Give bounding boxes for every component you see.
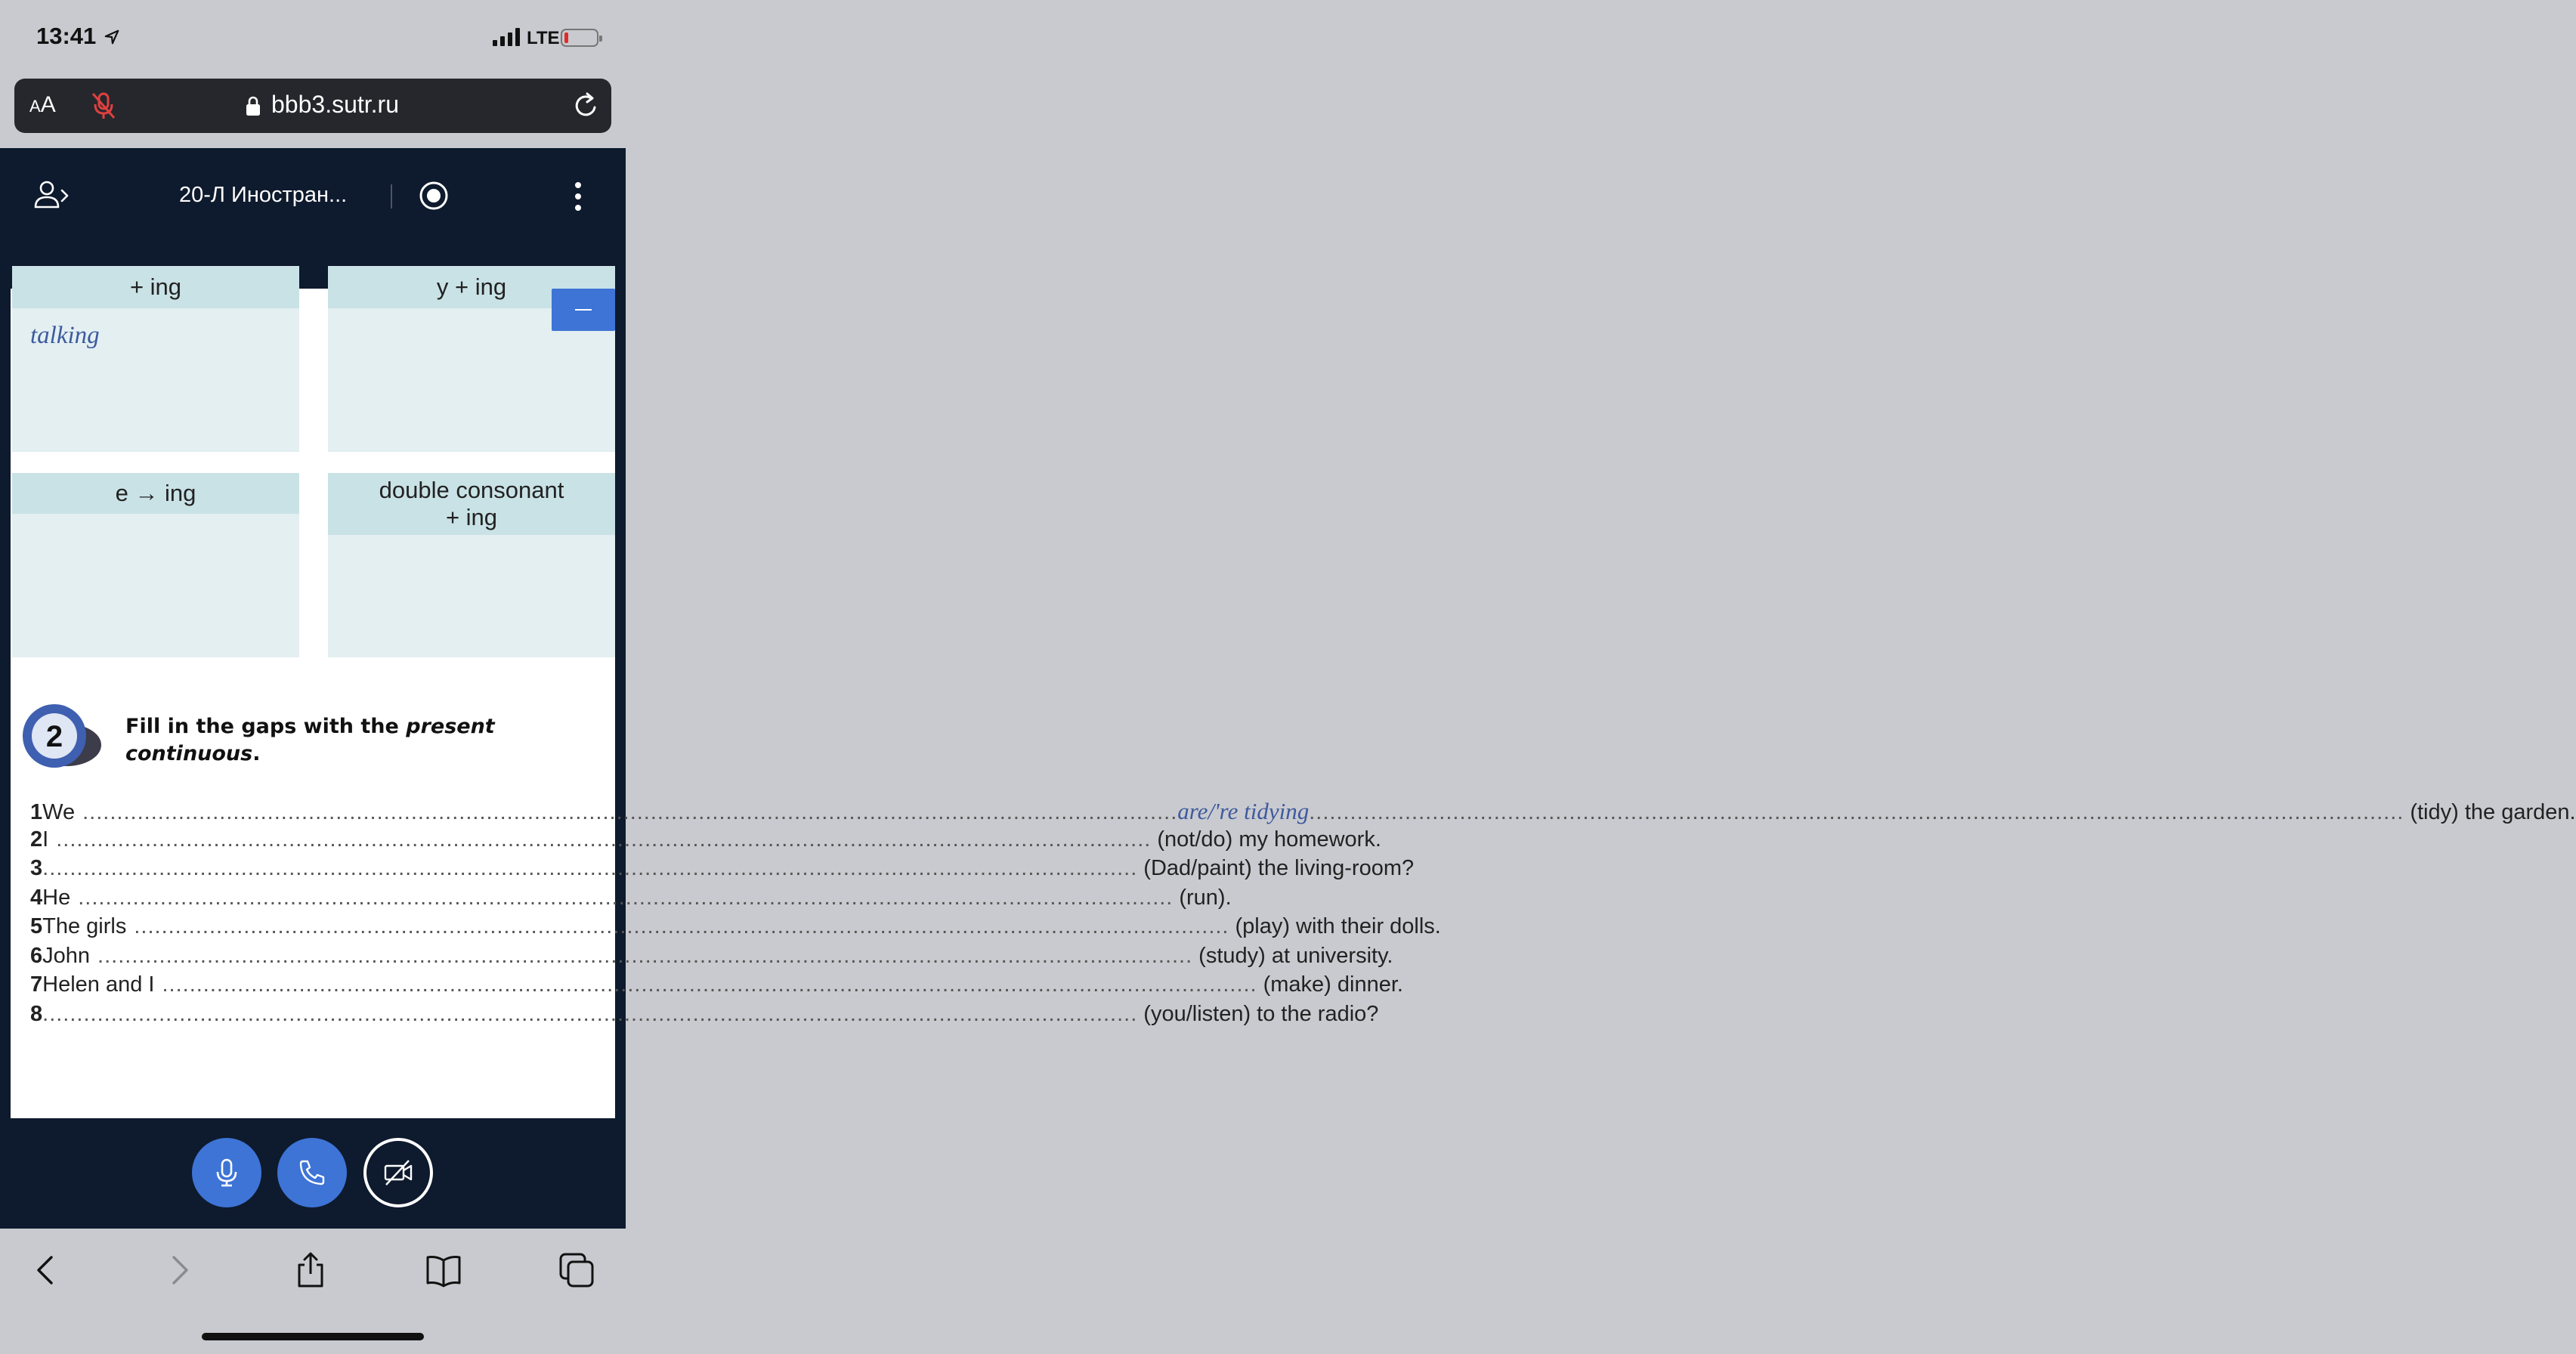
back-icon[interactable] <box>27 1251 65 1289</box>
forward-icon[interactable] <box>160 1251 198 1289</box>
list-item: 5 The girls ..... (play) with their dolls. <box>30 914 612 944</box>
reload-icon[interactable] <box>572 91 601 121</box>
list-item: 1 We ..... are/'re tidying ..... (tidy) the garden. <box>30 798 612 827</box>
svg-text:2: 2 <box>45 720 63 753</box>
phone-icon <box>297 1158 327 1188</box>
battery-level <box>564 32 568 43</box>
meeting-title: 20-Л Иностран... <box>179 183 348 207</box>
lock-icon <box>246 95 261 116</box>
battery-nub <box>599 36 602 42</box>
microphone-button[interactable] <box>192 1138 261 1207</box>
status-time: 13:41 <box>36 23 97 49</box>
header-divider <box>391 184 392 209</box>
record-icon[interactable] <box>419 181 449 211</box>
mic-off-icon[interactable] <box>90 91 117 121</box>
list-item: 7 Helen and I ..... (make) dinner. <box>30 972 612 1002</box>
status-bar <box>0 0 626 76</box>
leave-audio-button[interactable] <box>277 1138 347 1207</box>
battery-low-icon <box>561 29 598 47</box>
bookmarks-icon[interactable] <box>425 1251 462 1289</box>
list-item: 2 I ..... (not/do) my homework. <box>30 827 612 857</box>
table-head-bottom-right: double consonant + ing <box>328 473 615 535</box>
users-icon[interactable] <box>33 180 76 210</box>
minimize-presentation-button[interactable] <box>552 289 615 331</box>
table-head-top-left: + ing <box>12 266 299 308</box>
table-head-bottom-left: e → ing <box>12 473 299 514</box>
home-indicator[interactable] <box>202 1333 424 1340</box>
more-options-icon[interactable] <box>571 181 586 212</box>
tabs-icon[interactable] <box>558 1251 595 1289</box>
list-item: 6 John ..... (study) at university. <box>30 944 612 973</box>
share-icon[interactable] <box>292 1251 329 1289</box>
list-item: 8 ..... (you/listen) to the radio? <box>30 1002 612 1031</box>
list-item: 3 ..... (Dad/paint) the living-room? <box>30 856 612 886</box>
camera-off-icon <box>383 1158 413 1188</box>
text-size-button[interactable]: AA <box>29 92 56 117</box>
exercise-number-badge <box>20 703 101 775</box>
exercise-list <box>30 798 2576 1031</box>
microphone-icon <box>212 1158 242 1188</box>
camera-button[interactable] <box>363 1138 433 1207</box>
example-word: talking <box>30 322 100 349</box>
url-text[interactable]: bbb3.sutr.ru <box>271 91 399 118</box>
table-head-top-right: y + ing <box>328 266 615 308</box>
location-arrow-icon <box>104 29 120 45</box>
answer-text: are/'re tidying <box>1177 798 1310 824</box>
address-bar[interactable] <box>14 79 611 133</box>
presentation-slide <box>11 274 2576 1118</box>
list-item: 4 He ..... (run). <box>30 886 612 915</box>
table-cell-top-left <box>12 289 299 452</box>
signal-icon <box>493 28 521 46</box>
exercise-instruction: Fill in the gaps with the present continuous. <box>125 715 495 765</box>
network-label: LTE <box>527 28 560 48</box>
